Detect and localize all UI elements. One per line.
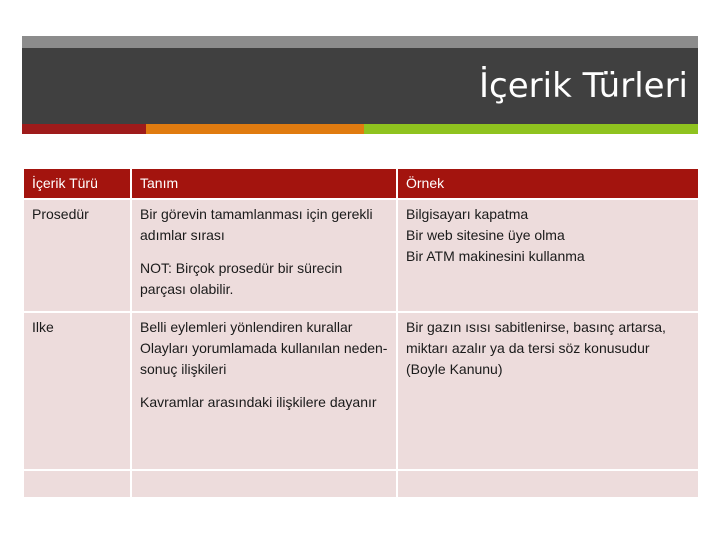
content-types-table xyxy=(22,167,700,499)
header-cell-example: Örnek xyxy=(397,168,699,199)
title-bar xyxy=(22,48,698,124)
cell-definition xyxy=(131,199,397,312)
accent-bar-green xyxy=(364,124,698,134)
cell-definition xyxy=(131,312,397,470)
example-item: Bir web sitesine üye olma xyxy=(406,227,565,243)
example-text: Bir gazın ısısı sabitlenirse, basınç artarsa, miktarı azalır ya da tersi söz konusudur (Boyle Kanunu) xyxy=(406,319,666,377)
table-row-empty xyxy=(23,470,699,498)
title-bar-top-strip xyxy=(22,36,698,48)
header-cell-type: İçerik Türü xyxy=(23,168,131,199)
definition-text: Bir görevin tamamlanması için gerekli adımlar sırası xyxy=(140,206,373,243)
header-cell-definition: Tanım xyxy=(131,168,397,199)
definition-note: NOT: Birçok prosedür bir sürecin parçası olabilir. xyxy=(140,260,343,297)
cell-type: Prosedür xyxy=(23,199,131,312)
cell-example xyxy=(397,312,699,470)
cell-example xyxy=(397,199,699,312)
definition-text: Belli eylemleri yönlendiren kurallar xyxy=(140,319,353,335)
table-row xyxy=(23,199,699,312)
cell-empty xyxy=(23,470,131,498)
slide-title: İçerik Türleri xyxy=(479,66,688,106)
table-header-row xyxy=(23,168,699,199)
example-item: Bir ATM makinesini kullanma xyxy=(406,248,585,264)
example-item: Bilgisayarı kapatma xyxy=(406,206,529,222)
definition-note: Kavramlar arasındaki ilişkilere dayanır xyxy=(140,394,377,410)
table-row xyxy=(23,312,699,470)
accent-bar-orange xyxy=(146,124,364,134)
accent-bar-red xyxy=(22,124,146,134)
cell-empty xyxy=(397,470,699,498)
definition-text: Olayları yorumlamada kullanılan neden-sonuç ilişkileri xyxy=(140,340,388,377)
cell-empty xyxy=(131,470,397,498)
cell-type: Ilke xyxy=(23,312,131,470)
